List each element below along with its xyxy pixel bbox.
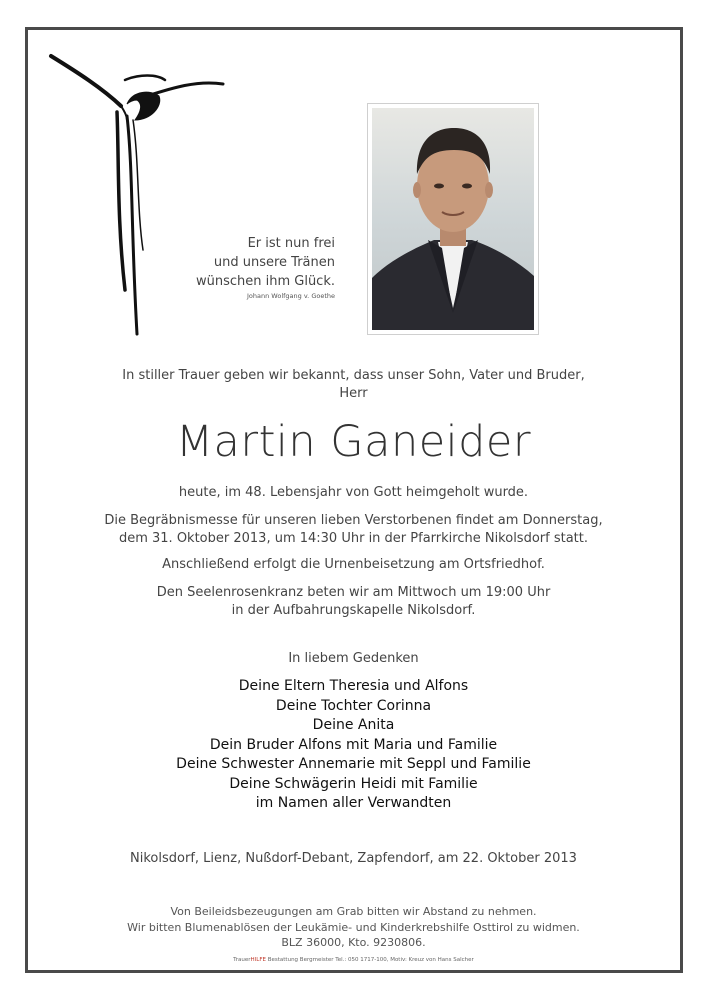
mourner-line: im Namen aller Verwandten xyxy=(255,795,452,811)
brand-name-a: Trauer xyxy=(233,957,251,963)
portrait-photo xyxy=(372,108,534,330)
quote-line: und unsere Tränen xyxy=(213,255,335,270)
paragraph-line: Den Seelenrosenkranz beten wir am Mittwoch um 19:00 Uhr xyxy=(156,585,551,600)
portrait-frame xyxy=(367,103,539,335)
brand-name-b: HILFE xyxy=(250,957,266,963)
deceased-name: Martin Ganeider xyxy=(175,417,532,467)
paragraph-line: heute, im 48. Lebensjahr von Gott heimgeholt wurde. xyxy=(178,485,529,500)
mourner-line: Dein Bruder Alfons mit Maria und Familie xyxy=(209,736,498,753)
intro-text xyxy=(0,367,707,403)
credit-line xyxy=(0,957,707,964)
quote-line: Er ist nun frei xyxy=(247,236,335,251)
credit-text: Bestattung Bergmeister Tel.: 050 1717-100, Motiv: Kreuz von Hans Salcher xyxy=(265,957,474,963)
intro-line: Herr xyxy=(339,386,368,401)
mourner-line: Deine Tochter Corinna xyxy=(275,697,432,714)
intro-line: In stiller Trauer geben wir bekannt, dass unser Sohn, Vater und Bruder, xyxy=(122,368,585,383)
mourner-line: Deine Eltern Theresia und Alfons xyxy=(238,678,469,694)
in-memory-heading: In liebem Gedenken xyxy=(288,651,419,666)
footer-line: Wir bitten Blumenablösen der Leukämie- und Kinderkrebshilfe Osttirol zu widmen. xyxy=(127,920,580,934)
funeral-mass-text xyxy=(0,512,707,548)
mourner-line: Deine Anita xyxy=(312,717,395,733)
footer-notes xyxy=(0,904,707,951)
mourner-line: Deine Schwägerin Heidi mit Familie xyxy=(229,775,478,792)
paragraph-line: in der Aufbahrungskapelle Nikolsdorf. xyxy=(231,603,476,618)
paragraph-line: dem 31. Oktober 2013, um 14:30 Uhr in der Pfarrkirche Nikolsdorf statt. xyxy=(118,531,589,546)
mourners-list xyxy=(0,677,707,814)
quote-line: wünschen ihm Glück. xyxy=(195,274,335,289)
mourner-line: Deine Schwester Annemarie mit Seppl und Familie xyxy=(176,756,531,772)
footer-line: Von Beileidsbezeugungen am Grab bitten wir Abstand zu nehmen. xyxy=(170,905,537,918)
passing-text xyxy=(0,484,707,502)
urn-burial-text xyxy=(0,556,707,574)
footer-line: BLZ 36000, Kto. 9230806. xyxy=(281,936,426,949)
paragraph-line: Anschließend erfolgt die Urnenbeisetzung am Ortsfriedhof. xyxy=(162,557,545,572)
paragraph-line: Die Begräbnismesse für unseren lieben Verstorbenen findet am Donnerstag, xyxy=(104,513,603,528)
quote-author: Johann Wolfgang v. Goethe xyxy=(247,292,335,300)
goethe-quote xyxy=(135,234,335,301)
rosary-text xyxy=(0,584,707,620)
place-and-date: Nikolsdorf, Lienz, Nußdorf-Debant, Zapfendorf, am 22. Oktober 2013 xyxy=(130,851,577,866)
